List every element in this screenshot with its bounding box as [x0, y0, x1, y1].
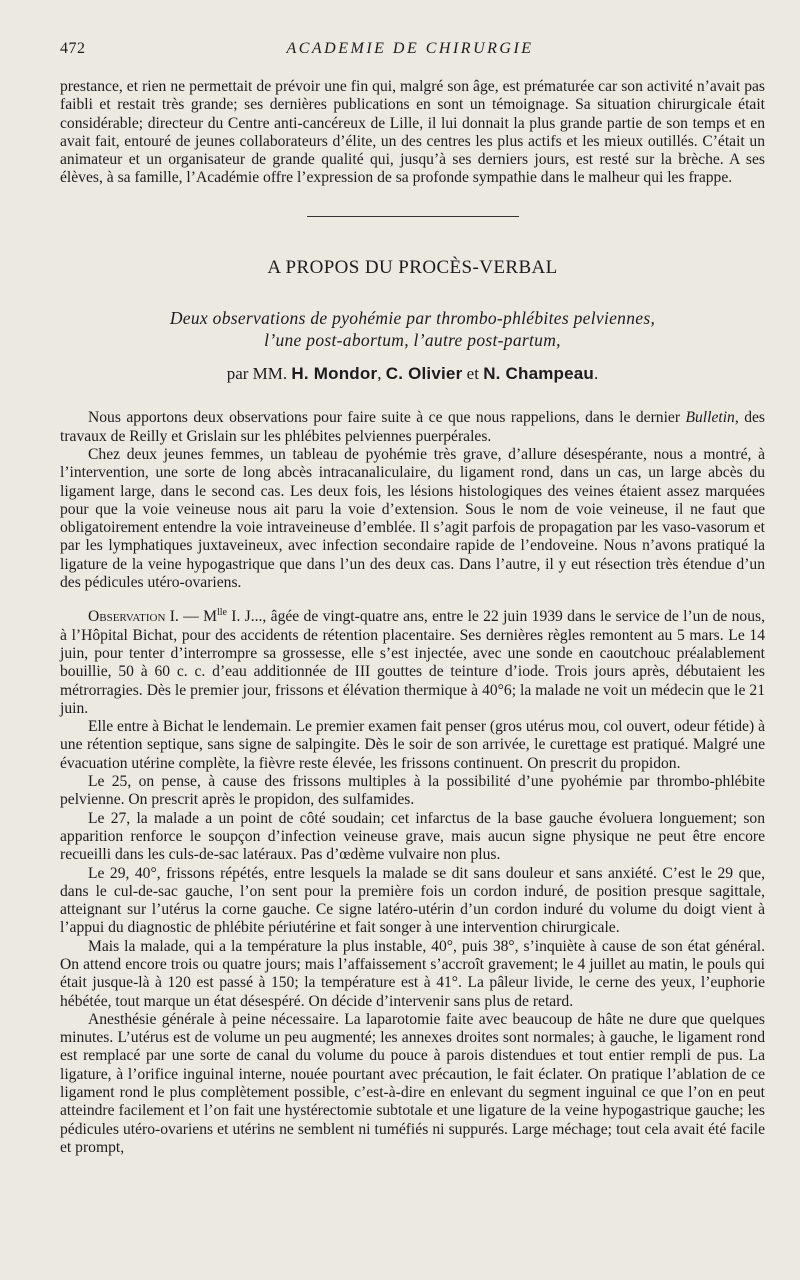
- section-divider: [307, 216, 519, 217]
- running-title: ACADEMIE DE CHIRURGIE: [286, 40, 534, 57]
- section-heading: A PROPOS DU PROCÈS-VERBAL: [267, 256, 558, 278]
- article-title: [60, 307, 765, 351]
- article-title-line-2: l’une post-abortum, l’autre post-partum,: [264, 330, 561, 351]
- observation-paragraph-2: Elle entre à Bichat le lendemain. Le premier examen fait penser (gros utérus mou, col ouvert, odeur fétide) à une rétention septique, sans signe de salpingite. Dès le soir de son arrivée, le curettage est pratiqué. Malgré une évacuation utérine complète, la fièvre reste élevée, les frissons continuent. On prescrit du propidon.: [60, 718, 765, 772]
- observation-text: I. J..., âgée de vingt-quatre ans, entre le 22 juin 1939 dans le service de l’un de nous, à l’Hôpital Bichat, pour des accidents de rétention placentaire. Ses dernières règles remontent au 5 mars. Le 14 juin, pour tenter d’interrompre sa grossesse, elle s’est injectée, avec une sonde en caoutchouc préalablement bouillie, 50 à 60 c. c. d’eau additionnée de III gouttes de teinture d’iode. Trois jours après, débutaient les métrorragies. Dès le premier jour, frissons et élévation thermique à 40°6; la malade ne voit un médecin que le 21 juin.: [60, 608, 765, 717]
- paragraph-spacer: [60, 592, 765, 608]
- intro-text: , des travaux de Reilly et Grislain sur les phlébites pelviennes puerpérales.: [60, 409, 765, 445]
- observation-paragraph-3: Le 25, on pense, à cause des frissons multiples à la possibilité d’une pyohémie par thrombo-phlébite pelvienne. On prescrit après le propidon, des sulfamides.: [60, 773, 765, 809]
- observation-paragraph-7: Anesthésie générale à peine nécessaire. La laparotomie faite avec beaucoup de hâte ne dure que quelques minutes. L’utérus est de volume un peu augmenté; les annexes droites sont normales; à gauche, le ligament rond est remplacé par une sorte de canal du volume du pouce à parois distendues et tout entier rempli de pus. La ligature, à l’orifice inguinal interne, nouée pourtant avec précaution, le fait éclater. On pratique l’ablation de ce ligament rond le plus complètement possible, c’est-à-dire en enlevant du segment inguinal ce que l’on en peut atteindre facilement et l’on fait une hystérectomie subtotale et une ligature de la veine hypogastrique gauche; les pédicules utéro-ovariens et utérins ne semblent ni tuméfiés ni suppurés. Large méchage; tout cela avait été facile et prompt,: [60, 1010, 765, 1156]
- observation-paragraph-5: Le 29, 40°, frissons répétés, entre lesquels la malade se dit sans douleur et sans anxiété. C’est le 29 que, dans le cul-de-sac gauche, l’on sent pour la première fois un cordon induré, de position presque sagittale, atteignant sur l’utérus la corne gauche. Ce signe latéro-utérin d’un cordon induré du volume du doigt vient à l’appui du diagnostic de phlébite périutérine et fait songer à une intervention chirurgicale.: [60, 864, 765, 937]
- author-name: C. Olivier: [385, 364, 463, 384]
- mlle-superscript: lle: [216, 607, 227, 619]
- author-separator: ,: [377, 364, 382, 384]
- intro-text: Nous apportons deux observations pour faire suite à ce que nous rappelions, dans le dernier: [88, 409, 686, 427]
- page-number: 472: [60, 40, 86, 57]
- page-content: [60, 78, 765, 1157]
- observation-dash: — M: [178, 608, 217, 626]
- author-separator: et: [466, 364, 479, 384]
- authors-end: .: [594, 364, 599, 384]
- observation-paragraph-6: Mais la malade, qui a la température la plus instable, 40°, puis 38°, s’inquiète à cause de son état général. On attend encore trois ou quatre jours; mais l’affaissement s’accroît gravement; le 4 juillet au matin, le pouls qui était jusque-là à 120 est passé à 150; la température est à 41°. La pâleur livide, le cerne des yeux, l’euphorie hébétée, tout marque un état désespéré. On décide d’intervenir sans plus de retard.: [60, 937, 765, 1010]
- page-header: [60, 40, 760, 66]
- authors-prefix: par MM.: [226, 364, 288, 384]
- article-authors: [60, 365, 765, 383]
- observation-label: Observation I.: [88, 608, 179, 626]
- article-title-line-1: Deux observations de pyohémie par thrombo-phlébites pelviennes,: [169, 308, 656, 329]
- author-name: H. Mondor: [291, 364, 378, 384]
- intro-paragraph-1: [60, 409, 765, 446]
- author-name: N. Champeau: [483, 364, 595, 384]
- bulletin-reference: Bulletin: [685, 409, 735, 427]
- intro-paragraph-2: Chez deux jeunes femmes, un tableau de pyohémie très grave, d’allure désespérante, nous a montré, à l’intervention, une sorte de long abcès intracanaliculaire, du ligament rond, dans un cas, un large abcès du ligament large, dans le second cas. Les deux fois, les lésions histologiques des veines étaient assez marquées pour que la voie veineuse nous ait paru la voie d’extension. Sous le nom de voie veineuse, il ne faut que obligatoirement entendre la voie intraveineuse d’emblée. Il s’agit parfois de propagation par les vaso-vasorum et par les lymphatiques juxtaveineux, avec infection secondaire rapide de l’endoveine. Nous n’avons pratiqué la ligature de la veine hypogastrique que dans l’un des deux cas. Dans l’autre, il y eut résection très étendue d’un des pédicules utéro-ovariens.: [60, 445, 765, 592]
- observation-paragraph-1: [60, 608, 765, 718]
- obituary-paragraph: prestance, et rien ne permettait de prévoir une fin qui, malgré son âge, est prématurée car son activité n’avait pas faibli et restait très grande; ses dernières publications en sont un témoignage. Sa situation chirurgicale était considérable; directeur du Centre anti-cancéreux de Lille, il lui donnait la plus grande partie de son temps et en avait fait, entouré de jeunes collaborateurs d’élite, un des centres les plus actifs et les mieux outillés. C’était un animateur et un organisateur de grande qualité qui, jusqu’à ses derniers jours, est resté sur la brèche. A ses élèves, à sa famille, l’Académie offre l’expression de sa profonde sympathie dans le malheur qui les frappe.: [60, 78, 765, 187]
- observation-paragraph-4: Le 27, la malade a un point de côté soudain; cet infarctus de la base gauche évoluera longuement; son apparition renforce le soupçon d’infection veineuse grave, mais aucun signe physique ne peut être encore recueilli dans les culs-de-sac latéraux. Pas d’œdème vulvaire non plus.: [60, 809, 765, 864]
